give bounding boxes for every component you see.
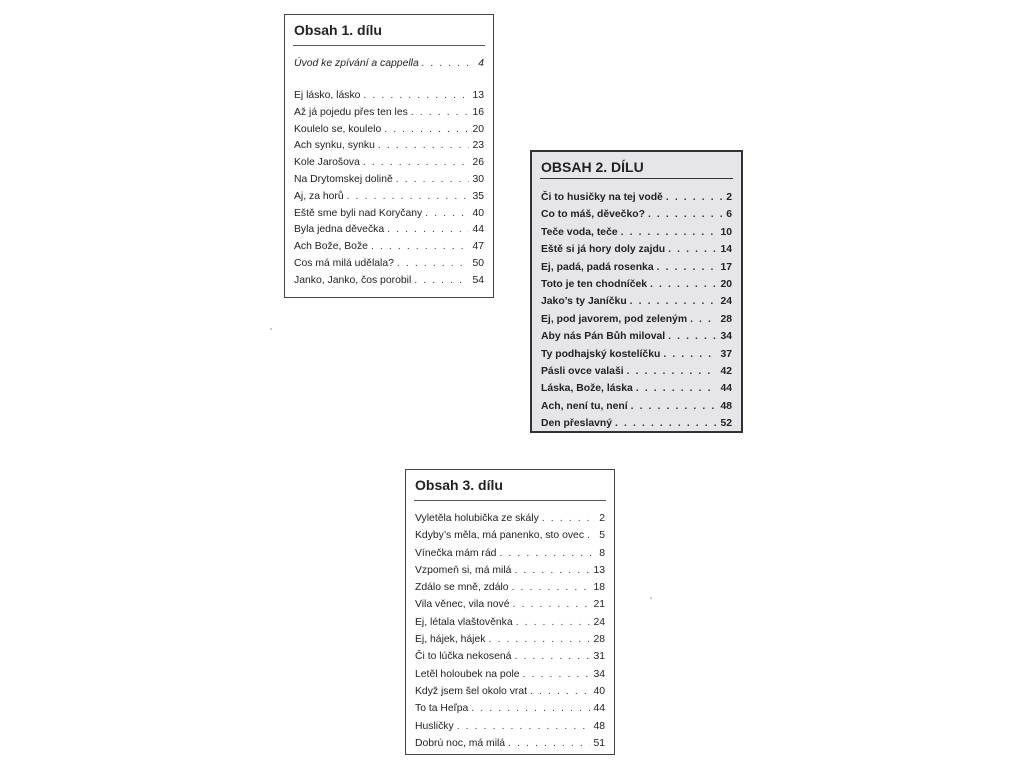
entry-page: 28 (593, 634, 605, 646)
leader-dots (422, 58, 475, 69)
entry-name: Láska, Bože, láska (541, 383, 633, 395)
entry-page: 13 (472, 90, 484, 101)
contents-part-3 (405, 469, 615, 755)
leader-dots (516, 617, 591, 628)
entry-name: Dobrú noc, má milá (415, 737, 506, 749)
leader-dots (542, 513, 596, 524)
entry-page: 40 (593, 685, 605, 697)
toc-entry (294, 124, 484, 141)
toc-entry (415, 548, 605, 565)
entry-name: Ty podhajský kostelíčku (541, 348, 661, 360)
toc-entry (541, 192, 732, 209)
entry-page: 34 (593, 668, 605, 680)
entry-page: 16 (472, 106, 484, 118)
leader-dots (627, 366, 718, 377)
toc-entry (541, 366, 732, 383)
entry-name: Aj, za horů (294, 190, 344, 202)
entry-name: Aby nás Pán Bůh miloval (541, 331, 666, 343)
entry-page: 30 (472, 173, 484, 185)
entry-name: Ej lásko, lásko (294, 90, 361, 101)
toc-entry (541, 296, 732, 313)
leader-dots (630, 296, 718, 307)
entry-page: 20 (472, 123, 484, 135)
title-divider (540, 178, 733, 179)
leader-dots (514, 565, 590, 576)
entry-name: Vyletěla holubička ze skály (415, 513, 539, 524)
toc-entry (415, 669, 605, 686)
toc-entry (294, 208, 484, 225)
leader-dots (457, 721, 591, 732)
entry-name: Kdyby’s měla, má panenko, sto ovec (415, 530, 585, 542)
leader-dots (347, 191, 470, 202)
entry-page: 17 (720, 261, 732, 273)
entry-name: Či to lúčka nekosená (415, 651, 512, 663)
entry-page: 4 (478, 58, 484, 69)
toc-entry (415, 617, 605, 634)
entry-name: Eště si já hory doly zajdu (541, 244, 666, 256)
toc-entry (541, 279, 732, 296)
entry-name: Až já pojedu přes ten les (294, 106, 408, 118)
toc-entry (415, 721, 605, 738)
leader-dots (690, 314, 717, 325)
entry-page: 42 (720, 365, 732, 377)
toc-entry (415, 565, 605, 582)
entry-name: Ej, pod javorem, pod zeleným (541, 313, 688, 325)
part-1-title: Obsah 1. dílu (294, 22, 382, 38)
entry-name: To ta Heľpa (415, 703, 469, 715)
leader-dots (499, 548, 596, 559)
entry-name: Ach, není tu, není (541, 400, 628, 412)
toc-entry (294, 191, 484, 208)
entry-name: Letěl holoubek na pole (415, 668, 520, 680)
entry-page: 47 (472, 241, 484, 253)
toc-entry (294, 241, 484, 258)
entry-name: Když jsem šel okolo vrat (415, 685, 528, 697)
leader-dots (615, 418, 717, 429)
part-1-list (294, 90, 484, 292)
entry-name: Pásli ovce valaši (541, 365, 624, 377)
entry-page: 13 (593, 564, 605, 576)
entry-name: Ej, létala vlaštověnka (415, 616, 513, 628)
entry-name: Ej, padá, padá rosenka (541, 261, 654, 273)
entry-name: Byla jedna děvečka (294, 224, 385, 236)
toc-entry (294, 224, 484, 241)
leader-dots (530, 686, 590, 697)
title-divider (293, 45, 485, 46)
entry-name: Úvod ke zpívání a cappella (294, 58, 419, 69)
entry-page: 10 (720, 226, 732, 238)
entry-page: 6 (726, 209, 732, 221)
contents-part-1 (284, 14, 494, 298)
toc-entry (415, 599, 605, 616)
leader-dots (631, 401, 718, 412)
entry-name: Husličky (415, 720, 454, 732)
entry-page: 18 (593, 582, 605, 594)
entry-page: 14 (720, 244, 732, 256)
entry-page: 40 (472, 207, 484, 219)
entry-page: 24 (720, 296, 732, 308)
entry-page: 44 (472, 224, 484, 236)
leader-dots (396, 174, 470, 185)
entry-page: 44 (720, 383, 732, 395)
entry-page: 35 (472, 190, 484, 202)
leader-dots (414, 275, 469, 286)
leader-dots (523, 669, 591, 680)
toc-entry (415, 651, 605, 668)
toc-entry (541, 418, 732, 435)
leader-dots (513, 599, 591, 610)
entry-name: Ach Bože, Bože (294, 241, 368, 253)
toc-entry (541, 314, 732, 331)
entry-page: 24 (593, 616, 605, 628)
part-3-title: Obsah 3. dílu (415, 477, 503, 493)
entry-name: Ach synku, synku (294, 140, 375, 152)
entry-name: Vínečka mám rád (415, 547, 497, 559)
scan-speck (650, 597, 652, 599)
part-3-list (415, 513, 605, 755)
toc-entry (294, 140, 484, 157)
entry-page: 37 (720, 348, 732, 360)
entry-page: 8 (599, 547, 605, 559)
toc-entry (415, 686, 605, 703)
toc-entry (294, 174, 484, 191)
leader-dots (650, 279, 717, 290)
toc-entry (415, 738, 605, 755)
entry-page: 23 (472, 140, 484, 152)
toc-entry (541, 209, 732, 226)
entry-name: Teče voda, teče (541, 226, 618, 238)
entry-name: Eště sme byli nad Koryčany (294, 207, 423, 219)
entry-name: Den přeslavný (541, 418, 613, 430)
leader-dots (666, 192, 723, 203)
toc-entry (541, 383, 732, 400)
entry-name: Vzpomeň si, má milá (415, 564, 512, 576)
leader-dots (471, 703, 590, 714)
leader-dots (425, 208, 469, 219)
leader-dots (636, 383, 718, 394)
toc-entry (541, 331, 732, 348)
leader-dots (663, 349, 717, 360)
leader-dots (488, 634, 590, 645)
toc-entry (415, 703, 605, 720)
leader-dots (508, 738, 590, 749)
entry-name: Kole Jarošova (294, 157, 360, 169)
leader-dots (363, 90, 469, 101)
entry-page: 44 (593, 703, 605, 715)
leader-dots (621, 227, 718, 238)
entry-name: Ej, hájek, hájek (415, 634, 486, 646)
leader-dots (384, 124, 469, 135)
part-2-list (541, 192, 732, 435)
entry-page: 48 (593, 720, 605, 732)
toc-entry (541, 244, 732, 261)
entry-page: 34 (720, 331, 732, 343)
toc-entry (294, 90, 484, 107)
toc-entry (541, 262, 732, 279)
leader-dots (378, 140, 470, 151)
toc-entry (294, 275, 484, 292)
entry-name: Koulelo se, koulelo (294, 123, 382, 135)
toc-entry (415, 582, 605, 599)
toc-entry (415, 634, 605, 651)
entry-name: Zdálo se mně, zdálo (415, 582, 509, 594)
entry-page: 2 (599, 513, 605, 524)
leader-dots (512, 582, 591, 593)
intro-entry (294, 58, 484, 69)
entry-name: Na Drytomskej dolině (294, 173, 393, 185)
entry-name: Cos má milá udělala? (294, 257, 394, 269)
entry-page: 2 (726, 192, 732, 203)
toc-entry (541, 349, 732, 366)
leader-dots (587, 530, 596, 541)
contents-part-2 (530, 150, 743, 433)
toc-entry (541, 401, 732, 418)
leader-dots (668, 331, 717, 342)
entry-page: 26 (472, 157, 484, 169)
leader-dots (648, 209, 723, 220)
leader-dots (363, 157, 470, 168)
leader-dots (387, 224, 469, 235)
leader-dots (411, 107, 470, 118)
leader-dots (668, 244, 717, 255)
leader-dots (397, 258, 470, 269)
entry-page: 5 (599, 530, 605, 542)
entry-name: Toto je ten chodníček (541, 278, 648, 290)
entry-page: 52 (720, 418, 732, 430)
entry-name: Či to husičky na tej vodě (541, 192, 663, 203)
entry-page: 31 (593, 651, 605, 663)
entry-page: 20 (720, 278, 732, 290)
title-divider (414, 500, 606, 501)
part-2-title: OBSAH 2. DÍLU (541, 159, 644, 175)
entry-page: 50 (472, 257, 484, 269)
entry-page: 21 (593, 599, 605, 611)
entry-page: 54 (472, 274, 484, 286)
toc-entry (541, 227, 732, 244)
toc-entry (294, 107, 484, 124)
toc-entry (294, 157, 484, 174)
entry-page: 28 (720, 313, 732, 325)
toc-entry (415, 530, 605, 547)
entry-page: 48 (720, 400, 732, 412)
leader-dots (657, 262, 718, 273)
entry-name: Vila věnec, vila nové (415, 599, 510, 611)
leader-dots (371, 241, 470, 252)
scan-speck (270, 328, 272, 330)
entry-name: Jako’s ty Janíčku (541, 296, 627, 308)
entry-page: 51 (593, 737, 605, 749)
leader-dots (514, 651, 590, 662)
toc-entry (415, 513, 605, 530)
entry-name: Co to máš, děvečko? (541, 209, 645, 221)
entry-name: Janko, Janko, čos porobil (294, 274, 412, 286)
toc-entry (294, 258, 484, 275)
